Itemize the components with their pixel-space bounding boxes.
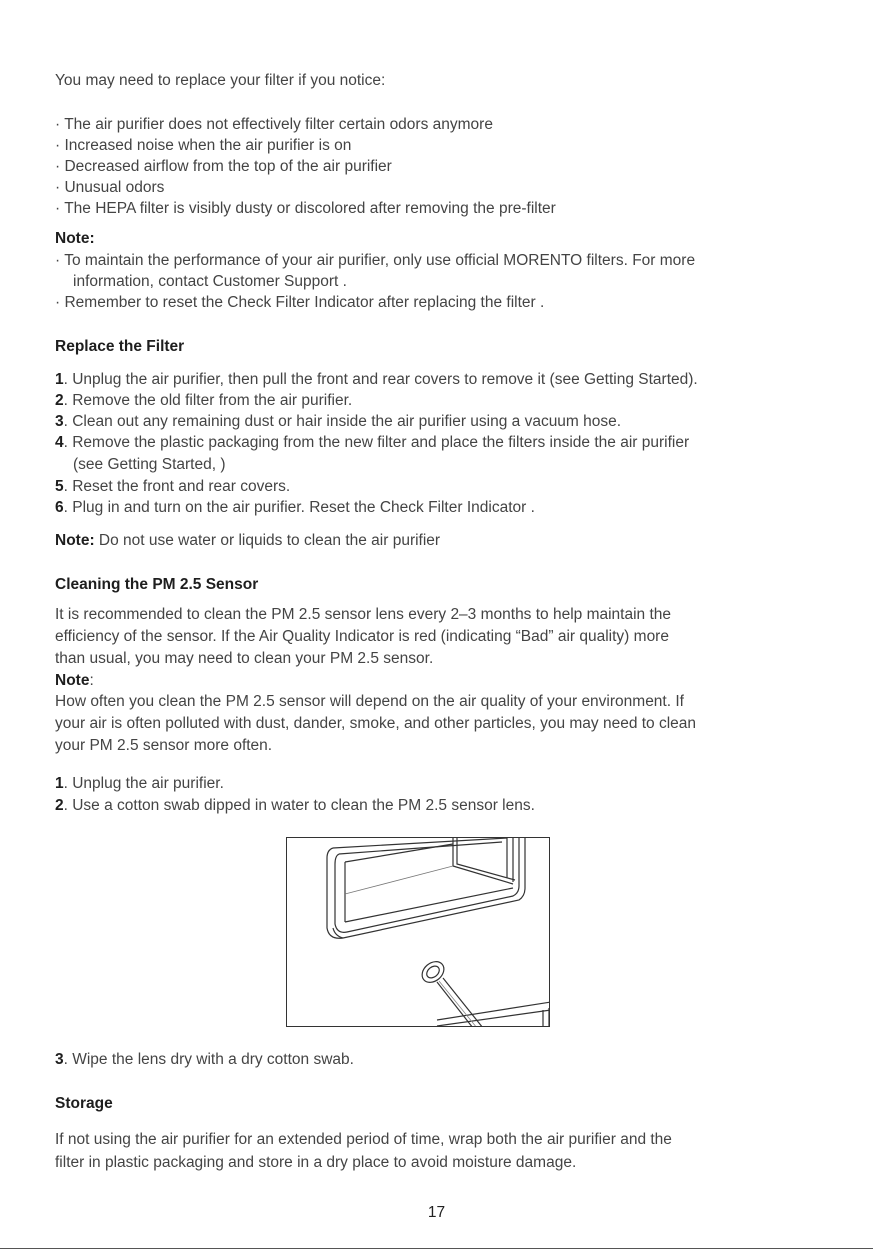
note-item: · To maintain the performance of your air purifier, only use official MORENTO filters. For more [55,252,696,269]
symptom-item: · The air purifier does not effectively filter certain odors anymore [55,116,493,133]
page-number: 17 [427,1204,446,1221]
note-label: Note: [55,230,95,247]
paragraph-line: your air is often polluted with dust, dander, smoke, and other particles, you may need to clean [55,715,697,732]
symptom-item: · Unusual odors [55,179,165,196]
paragraph-line: your PM 2.5 sensor more often. [55,737,273,754]
paragraph-line: How often you clean the PM 2.5 sensor will depend on the air quality of your environment. If [55,693,684,710]
paragraph-line: It is recommended to clean the PM 2.5 sensor lens every 2–3 months to help maintain the [55,606,672,623]
step-item: 1. Unplug the air purifier. [55,775,224,792]
symptom-item: · Increased noise when the air purifier is on [55,137,352,154]
step-item: 5. Reset the front and rear covers. [55,478,291,495]
note-item-continued: information, contact Customer Support . [73,273,347,290]
step-item: 1. Unplug the air purifier, then pull the front and rear covers to remove it (see Getting Started). [55,371,698,388]
sensor-cleaning-illustration [286,837,550,1027]
section-title-replace-filter: Replace the Filter [55,338,185,355]
sensor-note-label: Note: [55,672,94,689]
intro-text: You may need to replace your filter if you notice: [55,72,386,89]
paragraph-line: If not using the air purifier for an extended period of time, wrap both the air purifier and the [55,1131,672,1148]
paragraph-line: filter in plastic packaging and store in a dry place to avoid moisture damage. [55,1154,577,1171]
note-item: · Remember to reset the Check Filter Indicator after replacing the filter . [55,294,545,311]
paragraph-line: than usual, you may need to clean your PM 2.5 sensor. [55,650,434,667]
step-item: 3. Wipe the lens dry with a dry cotton swab. [55,1051,354,1068]
section-title-sensor: Cleaning the PM 2.5 Sensor [55,576,259,593]
symptom-item: · The HEPA filter is visibly dusty or discolored after removing the pre-filter [55,200,556,217]
paragraph-line: efficiency of the sensor. If the Air Quality Indicator is red (indicating “Bad” air quality) more [55,628,669,645]
bottom-rule [0,1248,873,1249]
step-item: 3. Clean out any remaining dust or hair inside the air purifier using a vacuum hose. [55,413,622,430]
replace-note: Note: Do not use water or liquids to clean the air purifier [55,532,441,549]
step-item: 2. Remove the old filter from the air purifier. [55,392,353,409]
step-item-continued: (see Getting Started, ) [73,456,226,473]
step-item: 2. Use a cotton swab dipped in water to clean the PM 2.5 sensor lens. [55,797,535,814]
symptom-item: · Decreased airflow from the top of the air purifier [55,158,392,175]
step-item: 6. Plug in and turn on the air purifier. Reset the Check Filter Indicator . [55,499,535,516]
step-item: 4. Remove the plastic packaging from the new filter and place the filters inside the air purifier [55,434,690,451]
section-title-storage: Storage [55,1095,113,1112]
